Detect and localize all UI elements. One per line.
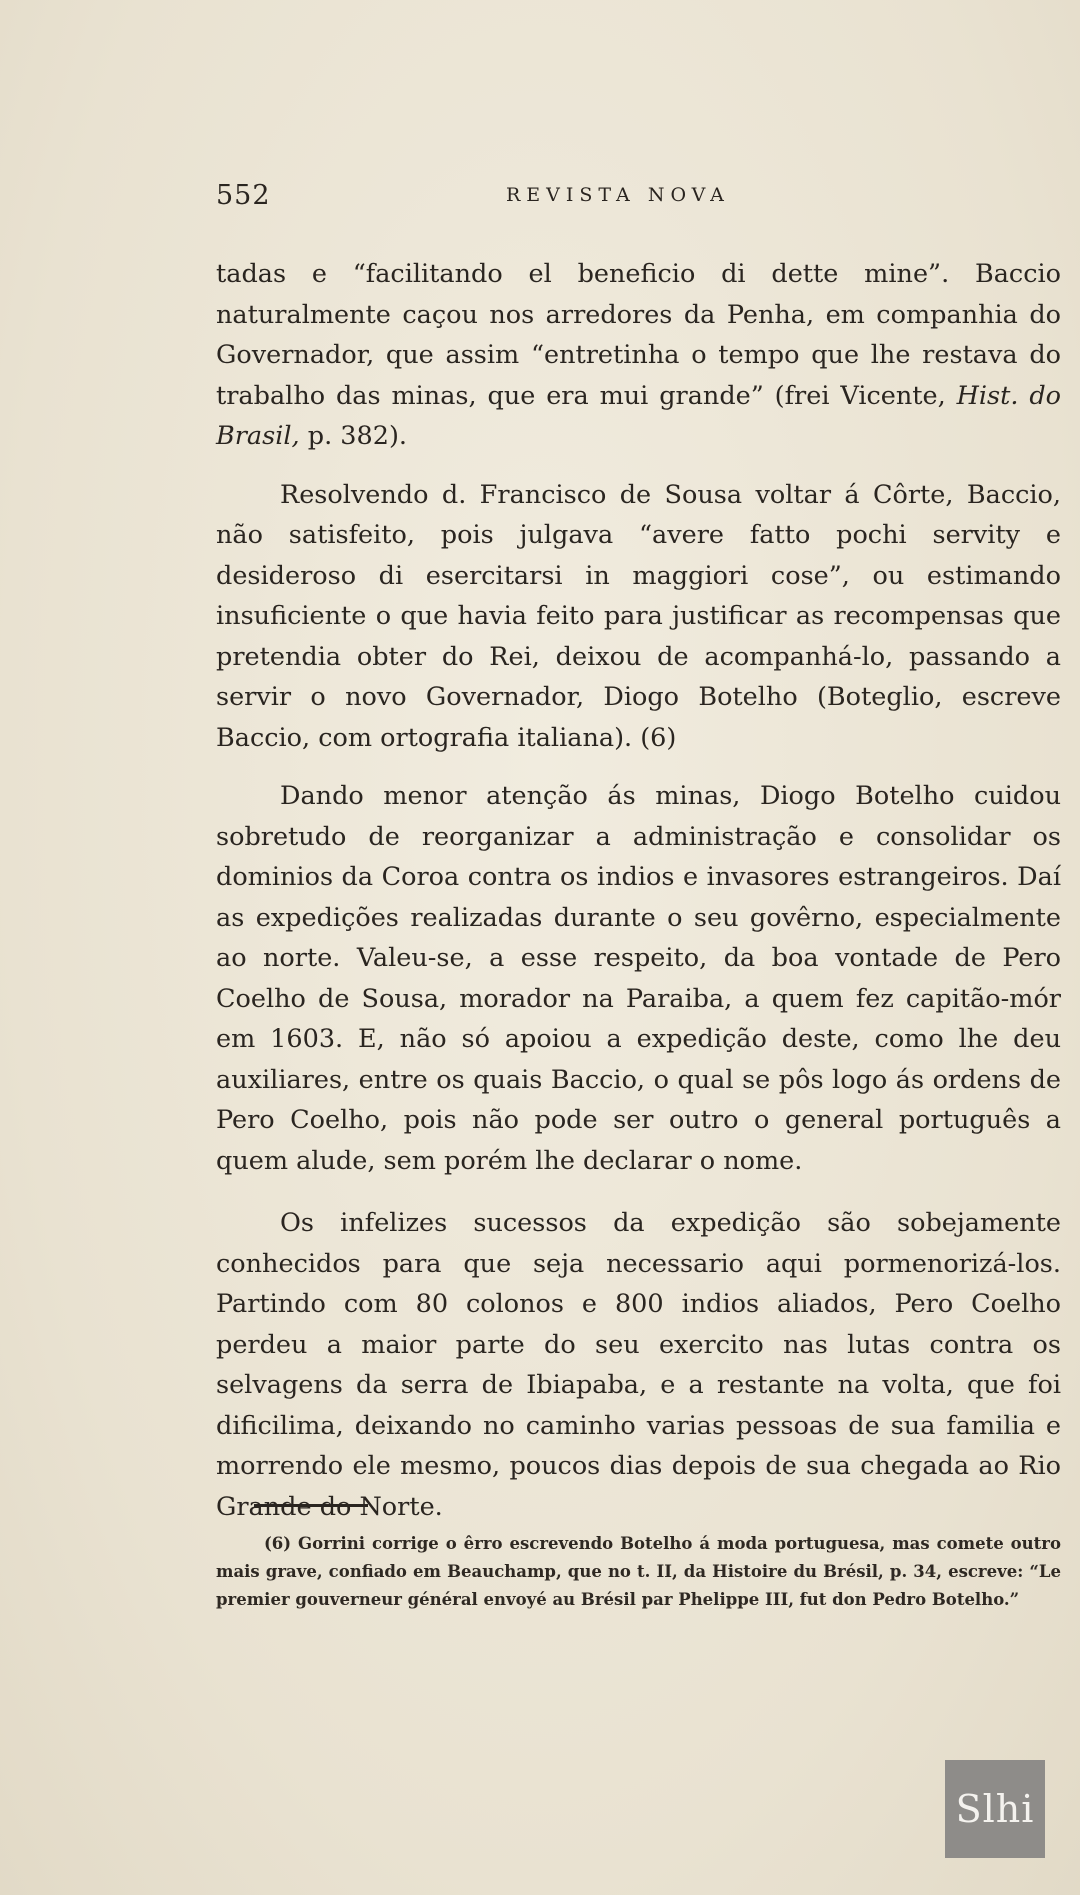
paragraph-1: [216, 254, 1061, 457]
footnote: [216, 1530, 1061, 1614]
paragraph-1-citation: p. 382).: [299, 421, 408, 451]
paragraph-1-text: tadas e “facilitando el beneficio di dette mine”. Baccio naturalmente caçou nos arredores da Penha, em companhia do Governador, que assim “entretinha o tempo que lhe restava do trabalho das minas, que era mui grande” (frei Vicente,: [216, 259, 1061, 411]
paragraph-4: Os infelizes sucessos da expedição são sobejamente conhecidos para que seja necessario aqui pormenorizá-los. Partindo com 80 colonos e 800 indios aliados, Pero Coelho perdeu a maior parte do seu exercito nas lutas contra os selvagens da serra de Ibiapaba, e a restante na volta, que foi dificilima, deixando no caminho varias pessoas de sua familia e morrendo ele mesmo, poucos dias depois de sua chegada ao Rio Grande do Norte.: [216, 1208, 1061, 1522]
running-title: REVISTA NOVA: [506, 184, 730, 206]
page-header: [216, 180, 1061, 220]
paragraph-3: Dando menor atenção ás minas, Diogo Botelho cuidou sobretudo de reorganizar a administração e consolidar os dominios da Coroa contra os indios e invasores estrangeiros. Daí as expedições realizadas durante o seu govêrno, especialmente ao norte. Valeu-se, a esse respeito, da boa vontade de Pero Coelho de Sousa, morador na Paraiba, a quem fez capitão-mór em 1603. E, não só apoiou a expedição deste, como lhe deu auxiliares, entre os quais Baccio, o qual se pôs logo ás ordens de Pero Coelho, pois não pode ser outro o general português a quem alude, sem porém lhe declarar o nome.: [216, 781, 1061, 1176]
footnote-divider: [254, 1504, 368, 1507]
page-number: 552: [216, 180, 271, 211]
footnote-text: (6) Gorrini corrige o êrro escrevendo Botelho á moda portuguesa, mas comete outro mais grave, confiado em Beauchamp, que no t. II, da Histoire du Brésil, p. 34, escreve: “Le premier gouverneur général envoyé au Brésil par Phelippe III, fut don Pedro Botelho.”: [216, 1534, 1061, 1609]
paragraph-1-title-italic: Hist. do Brasil,: [216, 380, 1061, 451]
paragraph-2: Resolvendo d. Francisco de Sousa voltar á Côrte, Baccio, não satisfeito, pois julgava “avere fatto pochi servity e desideroso di esercitarsi in maggiori cose”, ou estimando insuficiente o que havia feito para justificar as recompensas que pretendia obter do Rei, deixou de acompanhá-lo, passando a servir o novo Governador, Diogo Botelho (Boteglio, escreve Baccio, com ortografia italiana). (6): [216, 479, 1061, 753]
library-logo: Slhi: [945, 1760, 1045, 1858]
body-text: [216, 254, 1061, 1527]
